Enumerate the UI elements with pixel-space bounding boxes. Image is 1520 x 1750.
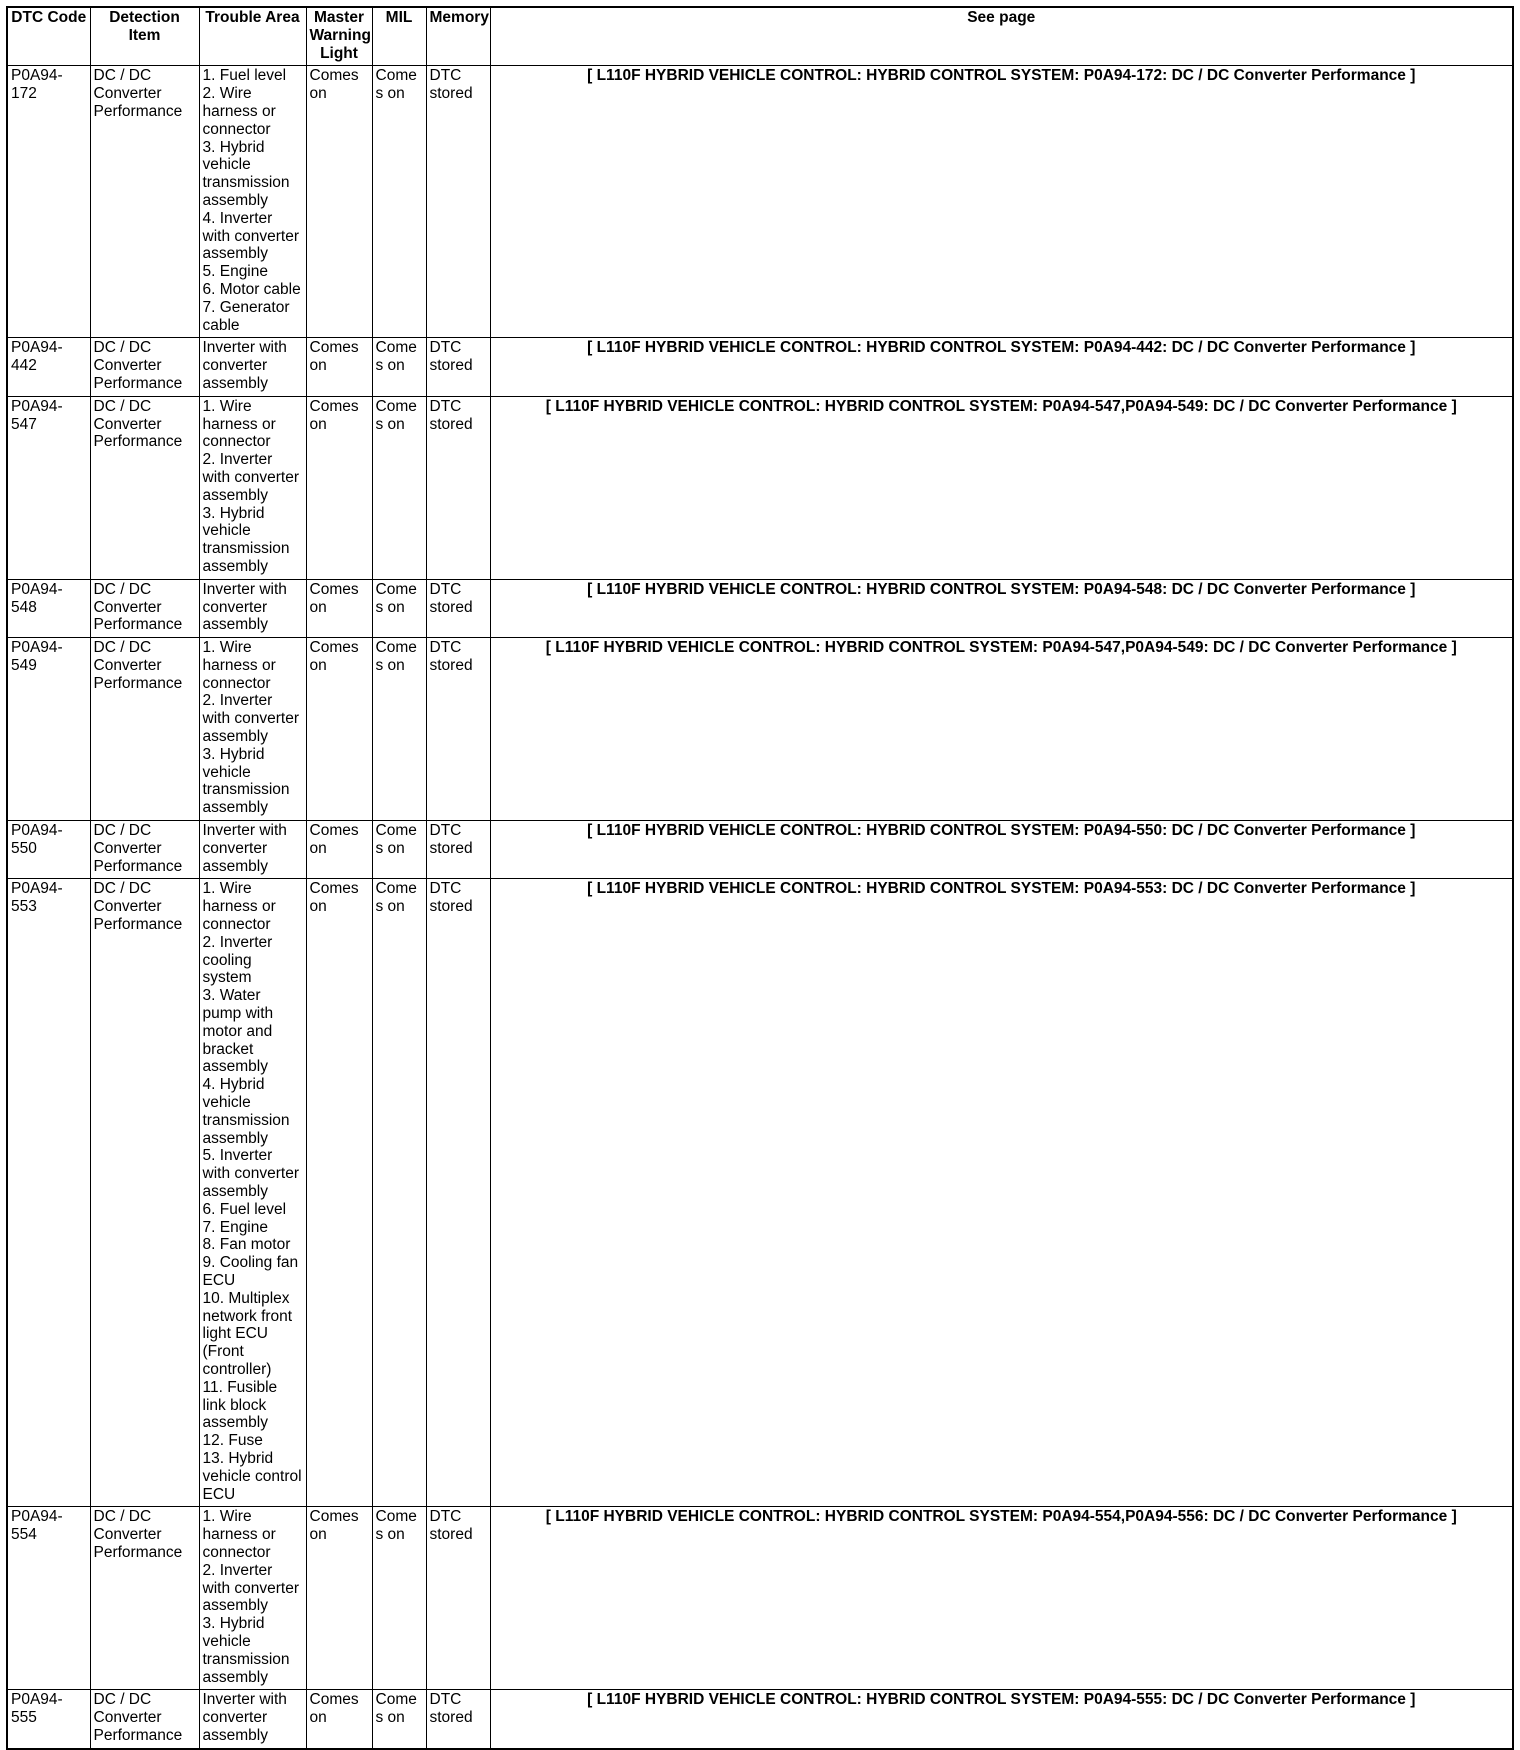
trouble-area-item: 6. Motor cable bbox=[202, 280, 301, 298]
master-warning-cell: Comes on bbox=[306, 821, 372, 879]
table-row bbox=[7, 396, 1513, 579]
memory-cell: DTC stored bbox=[426, 1507, 490, 1690]
header-master-warning-light: Master Warning Light bbox=[306, 7, 372, 66]
dtc-code-cell: P0A94-550 bbox=[7, 821, 90, 879]
header-see-page: See page bbox=[490, 7, 1513, 66]
trouble-area-cell bbox=[199, 396, 306, 579]
master-warning-cell: Comes on bbox=[306, 879, 372, 1507]
trouble-area-item: 11. Fusible link block assembly bbox=[202, 1378, 278, 1432]
detection-item-cell: DC / DC Converter Performance bbox=[90, 579, 199, 637]
trouble-area-item: Inverter with converter assembly bbox=[202, 339, 287, 392]
dtc-code-cell: P0A94-547 bbox=[7, 396, 90, 579]
header-mil: MIL bbox=[372, 7, 426, 66]
see-page-link[interactable]: [ L110F HYBRID VEHICLE CONTROL: HYBRID CONTROL SYSTEM: P0A94-547,P0A94-549: DC / DC Converter Performance ] bbox=[490, 638, 1513, 821]
trouble-area-item: 5. Engine bbox=[202, 263, 268, 281]
mil-cell: Comes on bbox=[372, 66, 426, 338]
table-row bbox=[7, 821, 1513, 879]
detection-item-cell: DC / DC Converter Performance bbox=[90, 1507, 199, 1690]
header-detection-item: Detection Item bbox=[90, 7, 199, 66]
detection-item-cell: DC / DC Converter Performance bbox=[90, 1690, 199, 1749]
master-warning-cell: Comes on bbox=[306, 396, 372, 579]
trouble-area-cell bbox=[199, 579, 306, 637]
dtc-table bbox=[6, 6, 1514, 1750]
header-trouble-area: Trouble Area bbox=[199, 7, 306, 66]
see-page-link[interactable]: [ L110F HYBRID VEHICLE CONTROL: HYBRID CONTROL SYSTEM: P0A94-554,P0A94-556: DC / DC Converter Performance ] bbox=[490, 1507, 1513, 1690]
trouble-area-item: 6. Fuel level bbox=[202, 1200, 287, 1218]
master-warning-cell: Comes on bbox=[306, 638, 372, 821]
trouble-area-item: 1. Wire harness or connector bbox=[202, 639, 276, 692]
trouble-area-item: 10. Multiplex network front light ECU (Front controller) bbox=[202, 1289, 293, 1378]
see-page-link[interactable]: [ L110F HYBRID VEHICLE CONTROL: HYBRID CONTROL SYSTEM: P0A94-172: DC / DC Converter Performance ] bbox=[490, 66, 1513, 338]
trouble-area-cell bbox=[199, 66, 306, 338]
mil-cell: Comes on bbox=[372, 638, 426, 821]
dtc-code-cell: P0A94-554 bbox=[7, 1507, 90, 1690]
trouble-area-item: 7. Generator cable bbox=[202, 298, 290, 334]
memory-cell: DTC stored bbox=[426, 638, 490, 821]
trouble-area-cell bbox=[199, 1507, 306, 1690]
table-row bbox=[7, 66, 1513, 338]
trouble-area-item: 2. Inverter with converter assembly bbox=[202, 692, 299, 746]
trouble-area-item: 1. Fuel level bbox=[202, 67, 287, 85]
trouble-area-cell bbox=[199, 879, 306, 1507]
master-warning-cell: Comes on bbox=[306, 579, 372, 637]
trouble-area-item: 2. Inverter with converter assembly bbox=[202, 1561, 299, 1615]
header-memory: Memory bbox=[426, 7, 490, 66]
table-body bbox=[7, 66, 1513, 1749]
trouble-area-cell bbox=[199, 638, 306, 821]
header-row bbox=[7, 7, 1513, 66]
mil-cell: Comes on bbox=[372, 1690, 426, 1749]
mil-cell: Comes on bbox=[372, 396, 426, 579]
trouble-area-item: 3. Hybrid vehicle transmission assembly bbox=[202, 504, 290, 575]
dtc-code-cell: P0A94-555 bbox=[7, 1690, 90, 1749]
trouble-area-item: 1. Wire harness or connector bbox=[202, 397, 276, 451]
trouble-area-item: 1. Wire harness or connector bbox=[202, 1508, 276, 1561]
trouble-area-item: 13. Hybrid vehicle control ECU bbox=[202, 1449, 302, 1503]
master-warning-cell: Comes on bbox=[306, 66, 372, 338]
detection-item-cell: DC / DC Converter Performance bbox=[90, 66, 199, 338]
detection-item-cell: DC / DC Converter Performance bbox=[90, 638, 199, 821]
trouble-area-item: 2. Inverter with converter assembly bbox=[202, 451, 299, 504]
trouble-area-item: 7. Engine bbox=[202, 1218, 268, 1236]
mil-cell: Comes on bbox=[372, 879, 426, 1507]
mil-cell: Comes on bbox=[372, 338, 426, 396]
memory-cell: DTC stored bbox=[426, 396, 490, 579]
trouble-area-item: 4. Hybrid vehicle transmission assembly bbox=[202, 1076, 290, 1147]
detection-item-cell: DC / DC Converter Performance bbox=[90, 821, 199, 879]
table-row bbox=[7, 338, 1513, 396]
trouble-area-item: 3. Hybrid vehicle transmission assembly bbox=[202, 138, 290, 209]
header-dtc-code: DTC Code bbox=[7, 7, 90, 66]
trouble-area-item: 12. Fuse bbox=[202, 1432, 263, 1450]
table-row bbox=[7, 579, 1513, 637]
see-page-link[interactable]: [ L110F HYBRID VEHICLE CONTROL: HYBRID CONTROL SYSTEM: P0A94-553: DC / DC Converter Performance ] bbox=[490, 879, 1513, 1507]
table-row bbox=[7, 638, 1513, 821]
see-page-link[interactable]: [ L110F HYBRID VEHICLE CONTROL: HYBRID CONTROL SYSTEM: P0A94-547,P0A94-549: DC / DC Converter Performance ] bbox=[490, 396, 1513, 579]
trouble-area-item: 3. Hybrid vehicle transmission assembly bbox=[202, 1615, 290, 1686]
dtc-code-cell: P0A94-549 bbox=[7, 638, 90, 821]
detection-item-cell: DC / DC Converter Performance bbox=[90, 396, 199, 579]
memory-cell: DTC stored bbox=[426, 338, 490, 396]
memory-cell: DTC stored bbox=[426, 1690, 490, 1749]
trouble-area-cell bbox=[199, 821, 306, 879]
mil-cell: Comes on bbox=[372, 1507, 426, 1690]
memory-cell: DTC stored bbox=[426, 66, 490, 338]
dtc-code-cell: P0A94-548 bbox=[7, 579, 90, 637]
dtc-code-cell: P0A94-172 bbox=[7, 66, 90, 338]
memory-cell: DTC stored bbox=[426, 579, 490, 637]
mil-cell: Comes on bbox=[372, 821, 426, 879]
trouble-area-item: Inverter with converter assembly bbox=[202, 580, 287, 634]
trouble-area-item: Inverter with converter assembly bbox=[202, 1691, 287, 1744]
trouble-area-item: 4. Inverter with converter assembly bbox=[202, 209, 299, 263]
trouble-area-item: 8. Fan motor bbox=[202, 1236, 291, 1254]
trouble-area-item: 2. Wire harness or connector bbox=[202, 85, 276, 138]
see-page-link[interactable]: [ L110F HYBRID VEHICLE CONTROL: HYBRID CONTROL SYSTEM: P0A94-550: DC / DC Converter Performance ] bbox=[490, 821, 1513, 879]
detection-item-cell: DC / DC Converter Performance bbox=[90, 338, 199, 396]
trouble-area-item: 1. Wire harness or connector bbox=[202, 880, 276, 934]
master-warning-cell: Comes on bbox=[306, 1690, 372, 1749]
trouble-area-item: 5. Inverter with converter assembly bbox=[202, 1147, 299, 1200]
dtc-code-cell: P0A94-553 bbox=[7, 879, 90, 1507]
dtc-code-cell: P0A94-442 bbox=[7, 338, 90, 396]
memory-cell: DTC stored bbox=[426, 821, 490, 879]
trouble-area-item: 3. Water pump with motor and bracket assembly bbox=[202, 987, 274, 1076]
see-page-link[interactable]: [ L110F HYBRID VEHICLE CONTROL: HYBRID CONTROL SYSTEM: P0A94-442: DC / DC Converter Performance ] bbox=[490, 338, 1513, 396]
mil-cell: Comes on bbox=[372, 579, 426, 637]
trouble-area-item: 3. Hybrid vehicle transmission assembly bbox=[202, 745, 290, 817]
detection-item-cell: DC / DC Converter Performance bbox=[90, 879, 199, 1507]
trouble-area-item: 2. Inverter cooling system bbox=[202, 933, 273, 987]
master-warning-cell: Comes on bbox=[306, 338, 372, 396]
table-row bbox=[7, 1507, 1513, 1690]
trouble-area-item: 9. Cooling fan ECU bbox=[202, 1254, 299, 1289]
trouble-area-item: Inverter with converter assembly bbox=[202, 822, 287, 875]
see-page-link[interactable]: [ L110F HYBRID VEHICLE CONTROL: HYBRID CONTROL SYSTEM: P0A94-555: DC / DC Converter Performance ] bbox=[490, 1690, 1513, 1749]
memory-cell: DTC stored bbox=[426, 879, 490, 1507]
see-page-link[interactable]: [ L110F HYBRID VEHICLE CONTROL: HYBRID CONTROL SYSTEM: P0A94-548: DC / DC Converter Performance ] bbox=[490, 579, 1513, 637]
trouble-area-cell bbox=[199, 338, 306, 396]
table-row bbox=[7, 879, 1513, 1507]
master-warning-cell: Comes on bbox=[306, 1507, 372, 1690]
